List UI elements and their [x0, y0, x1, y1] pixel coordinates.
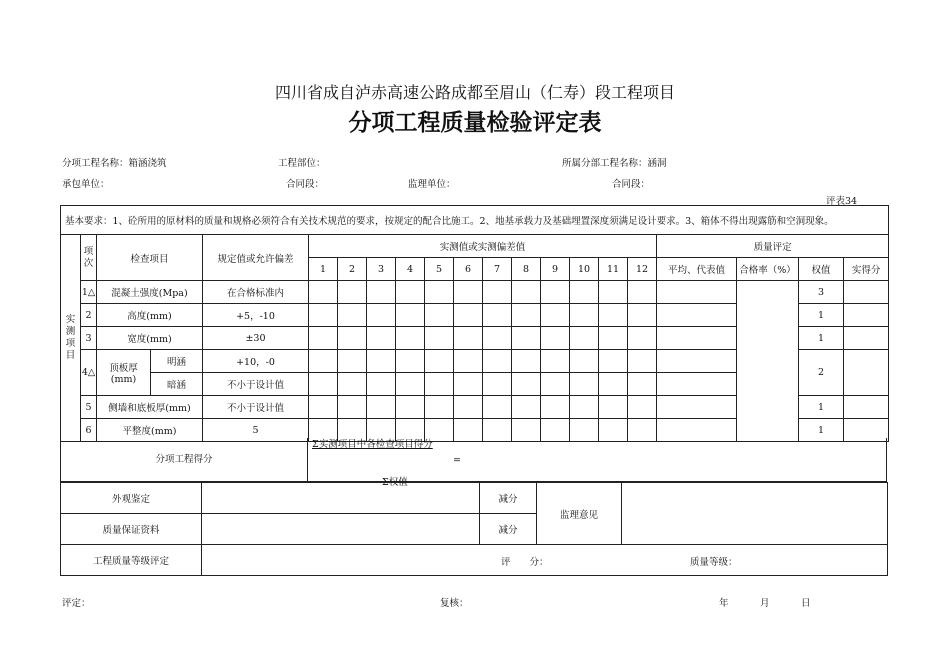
contractor: 承包单位：	[62, 179, 110, 190]
row-no: 5	[81, 396, 97, 419]
score-field-label: 评 分：	[501, 557, 549, 568]
col-num: 12	[628, 258, 657, 281]
row-no: 3	[81, 327, 97, 350]
evaluator-label: 评定：	[62, 598, 91, 609]
weight-header: 权值	[799, 258, 844, 281]
row-sub-item: 暗涵	[151, 373, 203, 396]
row-spec: +10，-0	[203, 350, 309, 373]
row-item: 混凝土强度(Mpa)	[97, 281, 203, 304]
supervisor-opinion-label: 监理意见	[537, 483, 622, 545]
bottom-table	[60, 482, 888, 576]
grade-eval-cell	[202, 545, 888, 576]
formula-numerator: Σ实测项目中各检查项目得分	[312, 439, 433, 450]
col-num: 10	[570, 258, 599, 281]
project-title: 四川省成自泸赤高速公路成都至眉山（仁寿）段工程项目	[274, 83, 675, 102]
supervisor-unit: 监理单位：	[408, 179, 456, 190]
row-sub-item: 明涵	[151, 350, 203, 373]
formula-denominator: Σ权值	[382, 477, 408, 488]
row-item: 宽度(mm)	[97, 327, 203, 350]
formula-equals: =	[453, 455, 461, 466]
row-item: 侧墙和底板厚(mm)	[97, 396, 203, 419]
col-num: 9	[541, 258, 570, 281]
contract-no-2: 合同段：	[612, 179, 651, 190]
row-weight: 1	[799, 327, 844, 350]
row-weight: 1	[799, 419, 844, 442]
row-no: 6	[81, 419, 97, 442]
row-weight: 1	[799, 396, 844, 419]
col-num: 1	[309, 258, 338, 281]
avg-header: 平均、代表值	[657, 258, 737, 281]
score-header: 实得分	[844, 258, 889, 281]
quality-grade-label: 质量等级：	[690, 557, 738, 568]
docs-label: 质量保证资料	[61, 514, 202, 545]
contract-no-1: 合同段：	[286, 179, 325, 190]
row-weight: 1	[799, 304, 844, 327]
pass-rate-header: 合格率（%）	[737, 258, 799, 281]
row-item: 平整度(mm)	[97, 419, 203, 442]
col-num: 6	[454, 258, 483, 281]
day-label: 日	[801, 598, 811, 609]
row-weight: 2	[799, 350, 844, 396]
row-item: 高度(mm)	[97, 304, 203, 327]
check-item-header: 检查项目	[97, 235, 203, 281]
pass-rate-cell	[737, 281, 799, 442]
reviewer-label: 复核：	[440, 598, 469, 609]
row-no: 1△	[81, 281, 97, 304]
row-spec: 不小于设计值	[203, 396, 309, 419]
col-num: 5	[425, 258, 454, 281]
col-num: 4	[396, 258, 425, 281]
row-item: 顶板厚(mm)	[97, 350, 151, 396]
row-spec: 在合格标准内	[203, 281, 309, 304]
month-label: 月	[760, 598, 770, 609]
row-weight: 3	[799, 281, 844, 304]
sub-item-name: 分项工程名称：箱涵浇筑	[62, 158, 167, 169]
col-num: 7	[483, 258, 512, 281]
measured-values-header: 实测值或实测偏差值	[309, 235, 657, 258]
year-label: 年	[719, 598, 729, 609]
division-name: 所属分部工程名称：涵洞	[562, 158, 667, 169]
col-num: 2	[338, 258, 367, 281]
quality-eval-header: 质量评定	[657, 235, 889, 258]
inspection-table	[60, 205, 889, 442]
form-title: 分项工程质量检验评定表	[348, 109, 602, 136]
col-num: 3	[367, 258, 396, 281]
deduct-label-2: 减分	[480, 514, 537, 545]
measured-items-label: 实 测 项 目	[61, 235, 81, 442]
form-number: 评表34	[826, 196, 858, 207]
spec-header: 规定值或允许偏差	[203, 235, 309, 281]
score-row-label: 分项工程得分	[61, 438, 308, 481]
col-num: 11	[599, 258, 628, 281]
row-spec: ±30	[203, 327, 309, 350]
engineering-part: 工程部位：	[278, 158, 326, 169]
row-spec: 5	[203, 419, 309, 442]
col-num: 8	[512, 258, 541, 281]
appearance-label: 外观鉴定	[61, 483, 202, 514]
basic-requirements: 基本要求：1、砼所用的原材料的质量和规格必须符合有关技术规范的要求，按规定的配合比施工。2、地基承载力及基础埋置深度须满足设计要求。3、箱体不得出现露筋和空洞现象。	[61, 206, 889, 235]
grade-eval-label: 工程质量等级评定	[61, 545, 202, 576]
deduct-label-1: 减分	[480, 483, 537, 514]
item-no-header: 项 次	[81, 235, 97, 281]
row-spec: 不小于设计值	[203, 373, 309, 396]
row-spec: +5，-10	[203, 304, 309, 327]
row-no: 2	[81, 304, 97, 327]
row-no: 4△	[81, 350, 97, 396]
